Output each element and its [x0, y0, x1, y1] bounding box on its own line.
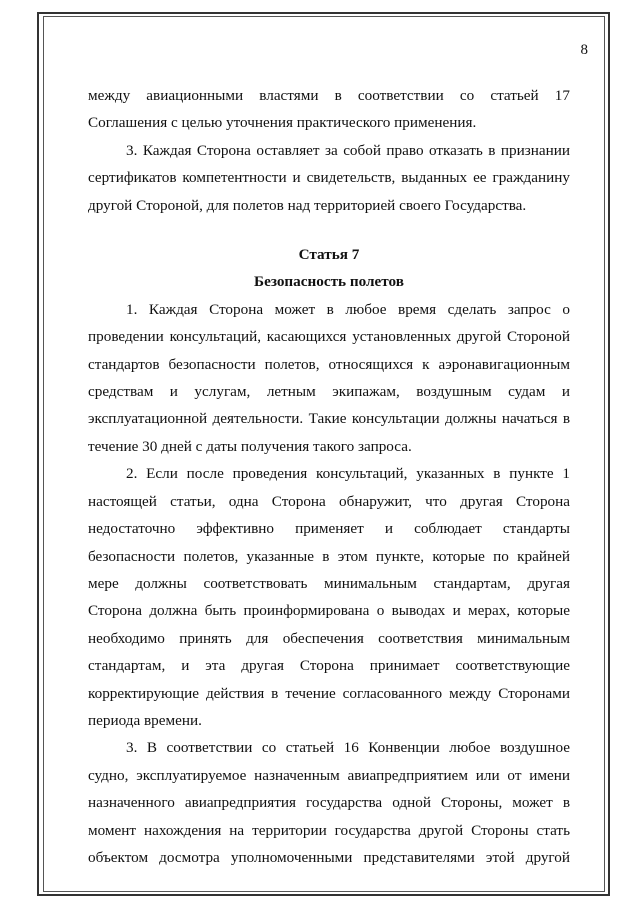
paragraph-item-3-certificates [88, 137, 570, 219]
text-line: назначенного авиапредприятия государства одной Стороны, может в [88, 794, 570, 812]
page-number: 8 [580, 42, 588, 58]
text-line: 1. Каждая Сторона может в любое время сделать запрос о [126, 300, 570, 318]
text-line: корректирующие действия в течение согласованного между Сторонами [88, 684, 570, 702]
text-line: стандартов безопасности полетов, относящихся к аэронавигационным [88, 355, 570, 373]
text-line: настоящей статьи, одна Сторона обнаружит, что другая Сторона [88, 492, 570, 510]
article-title: Безопасность полетов [254, 273, 404, 291]
article-number: Статья 7 [298, 246, 360, 264]
text-line: средствам и услугам, летным экипажам, воздушным судам и [88, 383, 570, 401]
text-line: Сторона должна быть проинформирована о выводах и мерах, которые [88, 602, 570, 620]
paragraph-continuation [88, 82, 570, 137]
text-line: судно, эксплуатируемое назначенным авиапредприятием или от имени [88, 766, 570, 784]
text-line: стандартам, и эта другая Сторона принимает соответствующие [88, 657, 570, 675]
text-line: между авиационными властями в соответствии со статьей 17 [88, 87, 570, 104]
text-line: эксплуатационной деятельности. Такие консультации должны начаться в [88, 410, 570, 428]
paragraph-item-3-inspection [88, 734, 570, 871]
document-body [88, 82, 570, 871]
paragraph-item-1 [88, 296, 570, 460]
text-line: мере должны соответствовать минимальным стандартам, другая [88, 574, 570, 592]
text-line: необходимо принять для обеспечения соответствия минимальным [88, 629, 570, 647]
text-line: проведении консультаций, касающихся установленных другой Стороной [88, 328, 570, 346]
text-line: 3. В соответствии со статьей 16 Конвенции любое воздушное [126, 739, 570, 757]
text-line: другой Стороной, для полетов над территорией своего Государства. [88, 196, 527, 214]
spacer [88, 219, 570, 241]
text-line: Соглашения с целью уточнения практического применения. [88, 114, 477, 132]
text-line: недостаточно эффективно применяет и соблюдает стандарты [88, 520, 570, 538]
text-line: течение 30 дней с даты получения такого запроса. [88, 437, 412, 455]
text-line: 3. Каждая Сторона оставляет за собой право отказать в признании [126, 141, 570, 159]
text-line: периода времени. [88, 711, 202, 729]
paragraph-item-2 [88, 460, 570, 734]
text-line: сертификатов компетентности и свидетельств, выданных ее гражданину [88, 169, 570, 187]
text-line: момент нахождения на территории государства другой Стороны стать [88, 821, 570, 839]
text-line: безопасности полетов, указанные в этом пункте, которые по крайней [88, 547, 570, 565]
text-line: 2. Если после проведения консультаций, указанных в пункте 1 [126, 465, 570, 483]
text-line: объектом досмотра уполномоченными представителями этой другой [88, 848, 570, 866]
